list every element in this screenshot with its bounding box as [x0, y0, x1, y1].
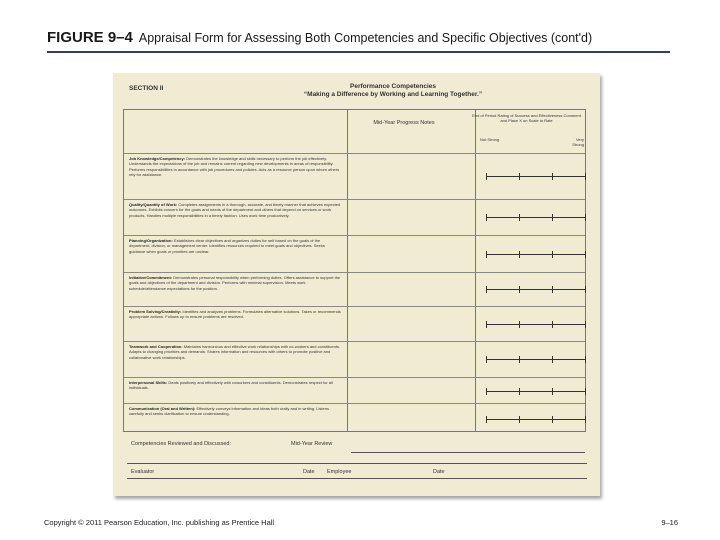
rating-scale[interactable]: [486, 214, 586, 221]
row-divider: [124, 272, 585, 273]
competency-desc: Establishes clear objectives and organizes duties for self based on the goals of the department, division, or management center. Identifies resources required to meet goals and objectives. Seeks guidance when goals or priorities are unclear.: [129, 238, 325, 254]
midyear-review-line[interactable]: [351, 452, 585, 453]
very-strong-label: Very Strong: [572, 137, 584, 147]
competency-row-initiative: [129, 275, 341, 305]
competency-name: Problem Solving/Creativity:: [129, 309, 182, 314]
rating-scale[interactable]: [486, 251, 586, 258]
copyright-text: Copyright © 2011 Pearson Education, Inc. publishing as Prentice Hall: [44, 518, 275, 527]
form-title-line2: “Making a Difference by Working and Learning Together.”: [303, 91, 483, 98]
competency-row-job-knowledge: [129, 156, 341, 198]
row-divider: [124, 235, 585, 236]
competency-row-quality: [129, 202, 341, 234]
form-title-line1: Performance Competencies: [350, 83, 436, 90]
figure-caption: Appraisal Form for Assessing Both Competencies and Specific Objectives (cont'd): [138, 31, 593, 45]
row-divider: [124, 341, 585, 342]
midyear-review-label: Mid-Year Review: [291, 441, 333, 447]
competencies-reviewed-label: Competencies Reviewed and Discussed:: [131, 441, 231, 447]
appraisal-form: [113, 73, 600, 496]
form-title: [273, 83, 513, 99]
competency-desc: Demonstrates personal responsibility when performing duties. Offers assistance to support the goals and objectives of the department and division. Performs with minimal supervision. Meets work schedule/attendance expectations for the position.: [129, 275, 341, 291]
competency-row-teamwork: [129, 344, 341, 376]
column-divider: [347, 110, 348, 431]
rating-scale[interactable]: [486, 356, 586, 363]
evaluator-date-label: Date: [303, 469, 315, 475]
competency-name: Teamwork and Cooperation:: [129, 344, 183, 349]
competency-row-problem-solving: [129, 309, 341, 340]
competency-desc: Effectively conveys information and ideas both orally and in writing. Listens carefully and seeks clarification to ensure understanding.: [129, 406, 329, 417]
row-divider: [124, 153, 585, 154]
competency-name: Communication (Oral and Written):: [129, 406, 196, 411]
signature-top-rule: [127, 463, 587, 464]
row-divider: [124, 403, 585, 404]
employee-label: Employee: [327, 469, 352, 475]
row-divider: [124, 377, 585, 378]
row-divider: [124, 306, 585, 307]
end-rating-header: End of Period Rating of Success and Effectiveness Comment and Place X on Scale to Rate: [472, 113, 581, 123]
rating-scale[interactable]: [486, 173, 586, 180]
section-label: SECTION II: [129, 85, 164, 92]
title-rule: [47, 51, 670, 53]
figure-title: [47, 29, 592, 47]
competency-row-communication: [129, 406, 341, 432]
competency-name: Initiative/Commitment:: [129, 275, 173, 280]
rating-scale[interactable]: [486, 388, 586, 395]
competency-desc: Maintains harmonious and effective work relationships with co-workers and constituents. Adapts to changing priorities and demands. Shares information and resources with others to promote positive and collaborative work relationships.: [129, 344, 341, 360]
competency-table: [123, 109, 586, 432]
midyear-header: Mid-Year Progress Notes: [373, 120, 435, 126]
rating-scale[interactable]: [486, 286, 586, 293]
figure-number: FIGURE 9–4: [47, 29, 133, 46]
competency-desc: Deals positively and effectively with coworkers and constituents. Demonstrates respect for all individuals.: [129, 380, 333, 391]
rating-scale[interactable]: [486, 321, 586, 328]
competency-desc: Demonstrates the knowledge and skills necessary to perform the job effectively. Understands the expectations of the job and remains current regarding new developments in areas of responsibility. Performs responsibilities in accordance with job procedures and policies. Acts as a resource person upon whom others rely for assistance.: [129, 156, 340, 178]
signature-bottom-rule: [127, 478, 587, 479]
column-divider: [475, 110, 476, 431]
competency-desc: Completes assignments in a thorough, accurate, and timely manner that achieves expected outcomes. Exhibits concern for the goals and needs of the department and others that depend on services or work products. Handles multiple responsibilities in a timely fashion. Uses work time productively.: [129, 202, 341, 218]
not-strong-label: Not Strong: [480, 137, 500, 142]
competency-desc: Identifies and analyzes problems. Formulates alternative solutions. Takes or recommends appropriate actions. Follows up to ensure problems are resolved.: [129, 309, 341, 320]
rating-scale[interactable]: [486, 416, 586, 423]
competency-name: Job Knowledge/Competency:: [129, 156, 186, 161]
evaluator-label: Evaluator: [131, 469, 155, 475]
competency-row-planning: [129, 238, 341, 271]
competency-name: Interpersonal Skills:: [129, 380, 168, 385]
competency-name: Quality/Quantity of Work:: [129, 202, 178, 207]
competency-name: Planning/Organization:: [129, 238, 173, 243]
row-divider: [124, 199, 585, 200]
employee-date-label: Date: [433, 469, 445, 475]
page-number: 9–16: [661, 518, 678, 527]
competency-row-interpersonal: [129, 380, 341, 402]
